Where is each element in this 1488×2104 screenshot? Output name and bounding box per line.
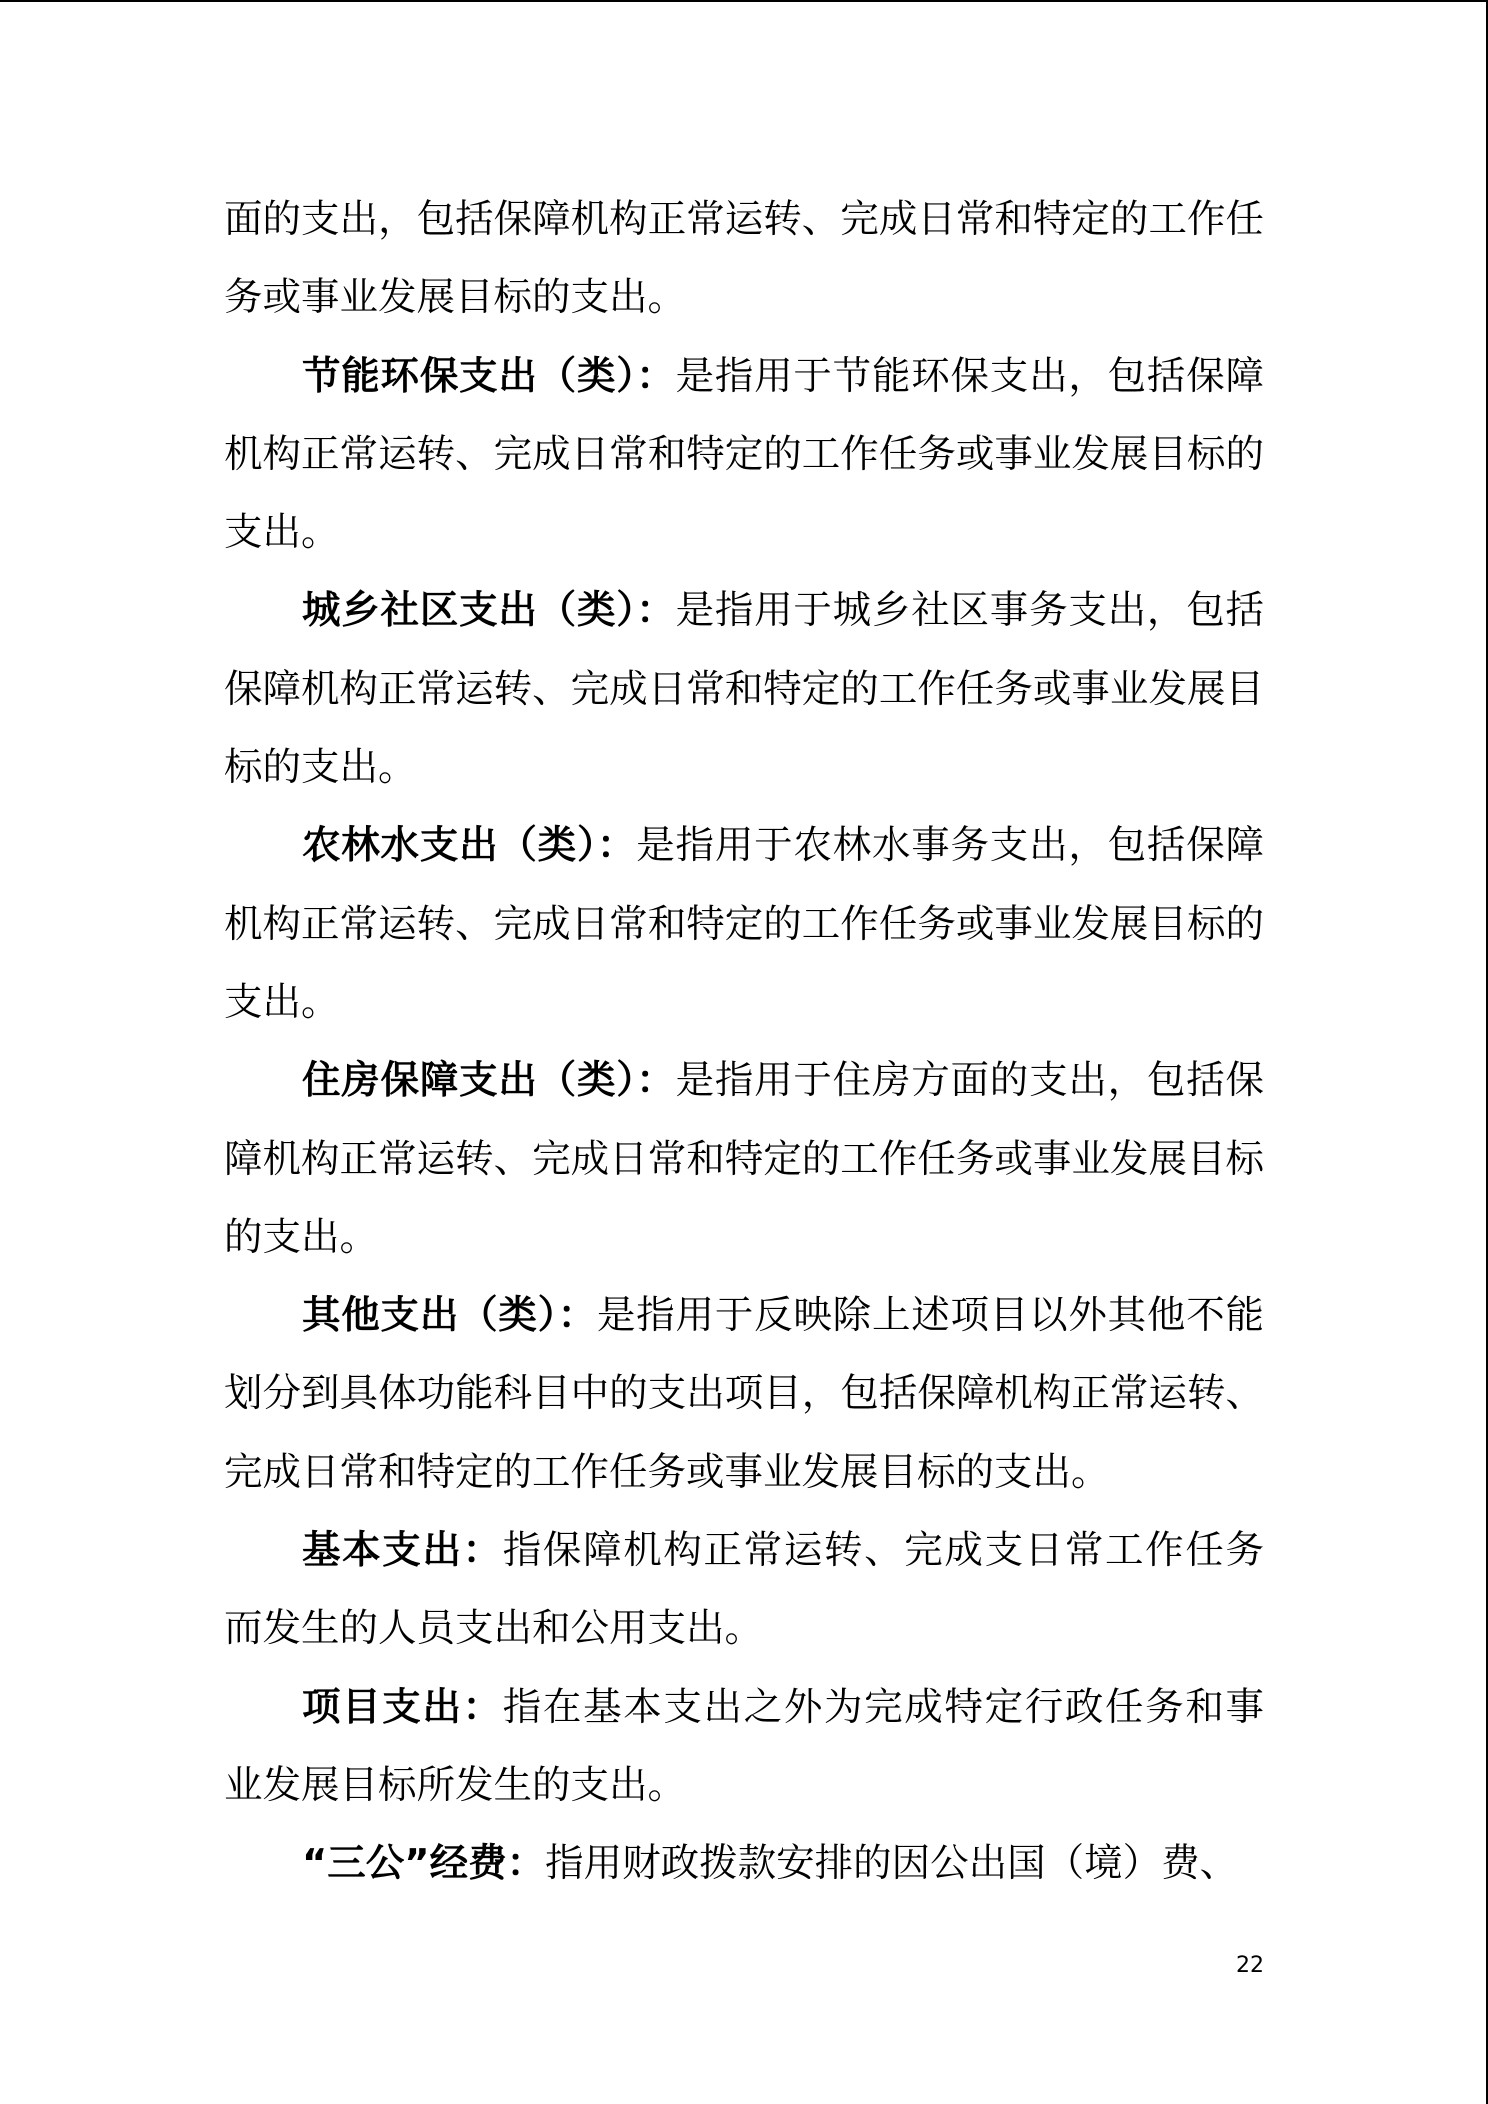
body-text [224, 181, 1264, 1904]
term-definition: 是指用于反映除上述项目以外其他不能划分到具体功能科目中的支出项目，包括保障机构正常运转、完成日常和特定的工作任务或事业发展目标的支出。 [224, 1293, 1264, 1495]
term-definition: 指在基本支出之外为完成特定行政任务和事业发展目标所发生的支出。 [224, 1684, 1264, 1808]
definition-project-expenditure [224, 1669, 1264, 1826]
term-label: 节能环保支出（类）： [302, 353, 676, 399]
term-definition: 指用财政拨款安排的因公出国（境）费、 [545, 1841, 1239, 1887]
term-label: 农林水支出（类）： [302, 823, 637, 869]
term-definition: 指保障机构正常运转、完成支日常工作任务而发生的人员支出和公用支出。 [224, 1528, 1264, 1652]
definition-urban-rural-community [224, 572, 1264, 807]
term-label: 项目支出： [302, 1684, 503, 1730]
term-definition: 是指用于农林水事务支出，包括保障机构正常运转、完成日常和特定的工作任务或事业发展目标的支出。 [224, 823, 1264, 1025]
definition-other-expenditure [224, 1277, 1264, 1512]
definition-basic-expenditure [224, 1512, 1264, 1669]
term-label: “三公”经费： [302, 1841, 546, 1887]
page-number: 22 [1236, 1953, 1264, 1978]
definition-energy-saving [224, 338, 1264, 573]
definition-agriculture-forestry-water [224, 807, 1264, 1042]
term-label: 基本支出： [302, 1528, 503, 1574]
term-label: 城乡社区支出（类）： [302, 588, 676, 634]
term-definition: 是指用于城乡社区事务支出，包括保障机构正常运转、完成日常和特定的工作任务或事业发展目标的支出。 [224, 588, 1264, 791]
term-definition: 是指用于节能环保支出，包括保障机构正常运转、完成日常和特定的工作任务或事业发展目标的支出。 [224, 353, 1264, 556]
continuation-paragraph: 面的支出，包括保障机构正常运转、完成日常和特定的工作任务或事业发展目标的支出。 [224, 197, 1264, 321]
definition-three-public-funds [224, 1825, 1264, 1903]
term-label: 其他支出（类）： [302, 1293, 597, 1339]
term-label: 住房保障支出（类）： [302, 1058, 676, 1104]
definition-housing-security [224, 1042, 1264, 1277]
term-definition: 是指用于住房方面的支出，包括保障机构正常运转、完成日常和特定的工作任务或事业发展目标的支出。 [224, 1058, 1264, 1260]
